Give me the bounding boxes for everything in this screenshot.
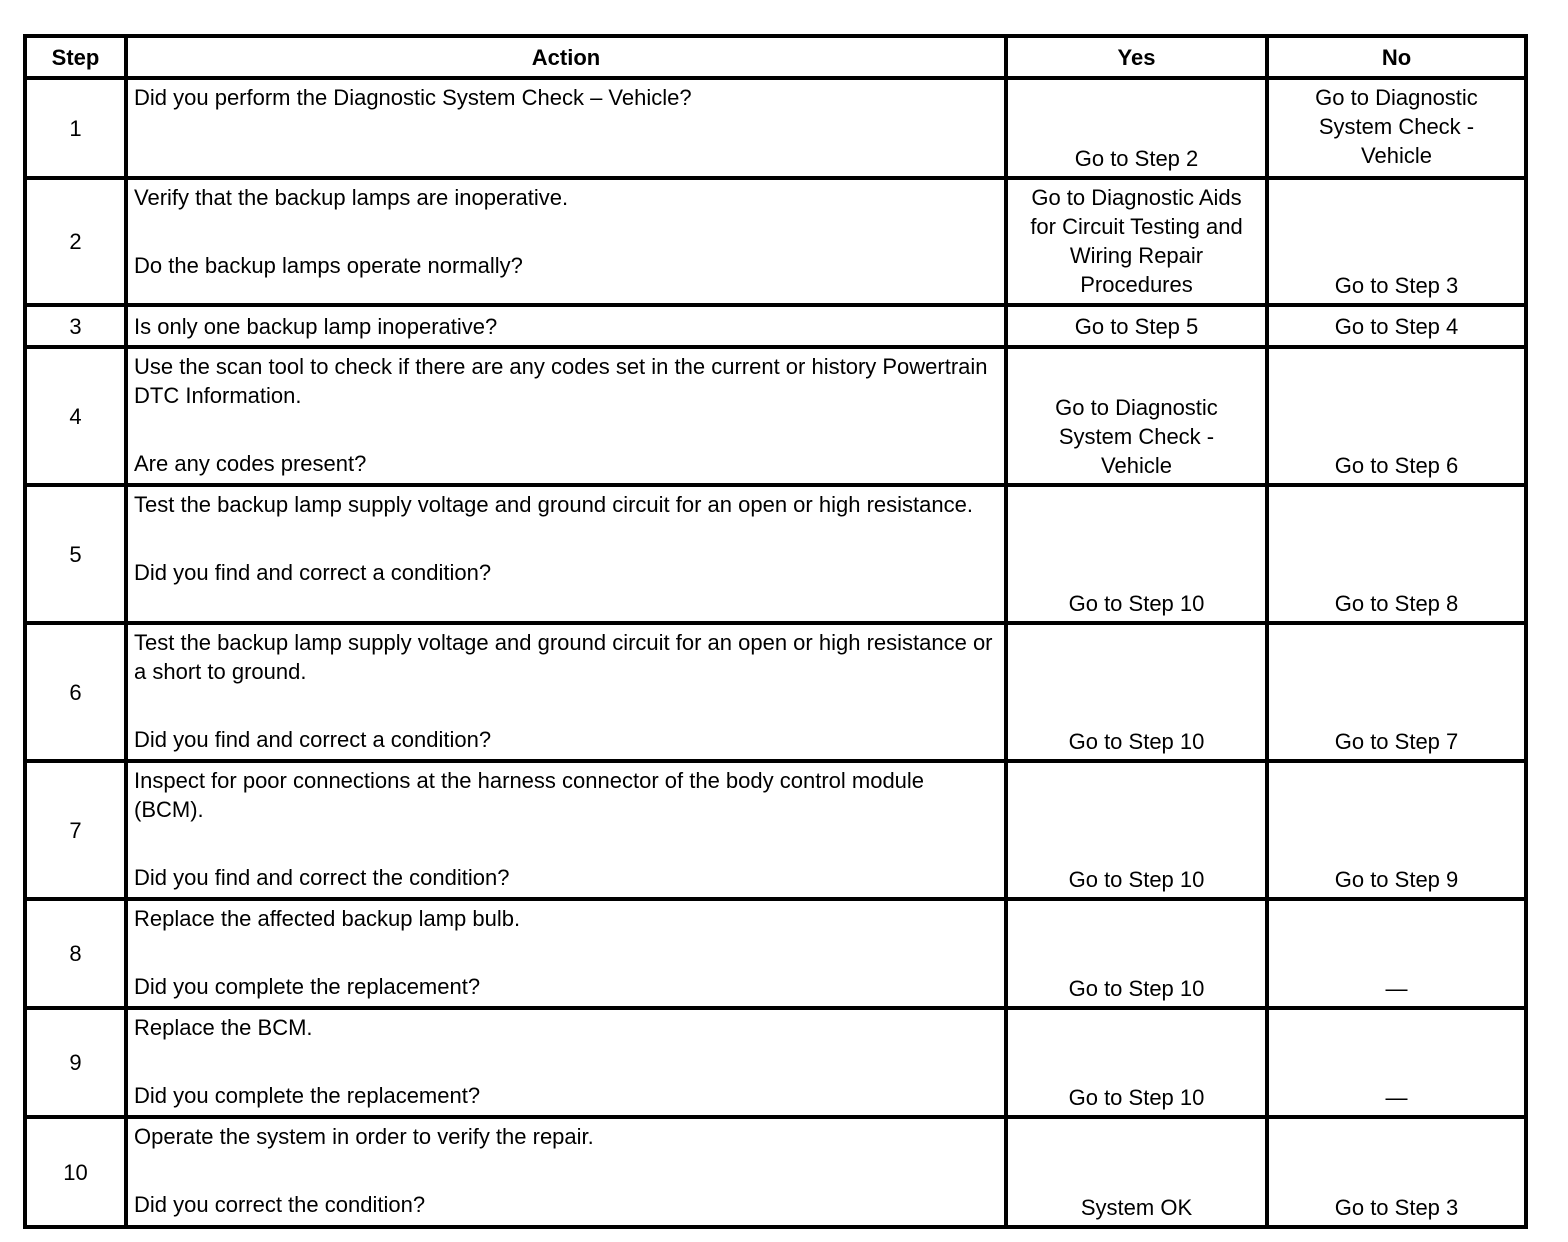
table-row <box>25 1008 1526 1117</box>
table-row <box>25 623 1526 761</box>
table-row <box>25 178 1526 305</box>
step-number: 5 <box>25 485 126 623</box>
no-text: Go to Step 9 <box>1334 867 1459 892</box>
step-number: 1 <box>25 78 126 178</box>
step-number: 7 <box>25 761 126 899</box>
yes-text: Go to Step 10 <box>1068 591 1205 616</box>
yes-cell <box>1006 623 1267 761</box>
step-number: 4 <box>25 347 126 485</box>
action-cell <box>126 178 1006 305</box>
action-text: Replace the BCM. <box>134 1015 313 1040</box>
no-cell <box>1267 305 1526 347</box>
yes-cell <box>1006 485 1267 623</box>
yes-text: Go to Step 10 <box>1068 1085 1205 1110</box>
action-cell <box>126 1008 1006 1117</box>
no-cell <box>1267 1008 1526 1117</box>
step-number: 9 <box>25 1008 126 1117</box>
action-text: Use the scan tool to check if there are any codes set in the current or history Powertrain DTC Information. <box>134 354 988 408</box>
table-row <box>25 78 1526 178</box>
action-cell <box>126 347 1006 485</box>
yes-text: Go to Diagnostic Aids for Circuit Testing and Wiring Repair Procedures <box>1030 185 1243 297</box>
action-text: Verify that the backup lamps are inoperative. <box>134 185 569 210</box>
no-text: Go to Step 4 <box>1334 313 1459 339</box>
table-row <box>25 347 1526 485</box>
no-text: Go to Step 3 <box>1334 1195 1459 1220</box>
yes-cell <box>1006 1008 1267 1117</box>
action-text: Test the backup lamp supply voltage and ground circuit for an open or high resistance or a short to ground. <box>134 630 993 684</box>
yes-cell <box>1006 178 1267 305</box>
no-text: Go to Step 3 <box>1334 273 1459 298</box>
action-text: Did you perform the Diagnostic System Check – Vehicle? <box>134 85 692 110</box>
header-no: No <box>1267 36 1526 78</box>
yes-text: Go to Step 10 <box>1068 867 1205 892</box>
action-cell <box>126 623 1006 761</box>
yes-text: System OK <box>1080 1195 1193 1220</box>
step-number: 6 <box>25 623 126 761</box>
diagnostic-table <box>23 34 1528 1229</box>
table-row <box>25 305 1526 347</box>
step-number: 3 <box>25 305 126 347</box>
action-cell <box>126 78 1006 178</box>
no-cell <box>1267 178 1526 305</box>
action-text: Test the backup lamp supply voltage and ground circuit for an open or high resistance. <box>134 492 973 517</box>
no-cell <box>1267 485 1526 623</box>
action-question: Are any codes present? <box>134 451 367 476</box>
no-cell <box>1267 347 1526 485</box>
header-row <box>25 36 1526 78</box>
action-cell <box>126 1117 1006 1227</box>
no-cell <box>1267 78 1526 178</box>
no-text: Go to Step 8 <box>1334 591 1459 616</box>
action-question: Did you find and correct a condition? <box>134 727 492 752</box>
table-row <box>25 761 1526 899</box>
step-number: 8 <box>25 899 126 1008</box>
no-cell <box>1267 899 1526 1008</box>
step-number: 10 <box>25 1117 126 1227</box>
no-text: — <box>1385 976 1408 1001</box>
header-yes: Yes <box>1006 36 1267 78</box>
action-cell <box>126 899 1006 1008</box>
yes-text: Go to Step 5 <box>1074 313 1199 339</box>
no-text: — <box>1385 1085 1408 1110</box>
action-text: Operate the system in order to verify the repair. <box>134 1124 594 1149</box>
yes-cell <box>1006 1117 1267 1227</box>
yes-text: Go to Step 2 <box>1074 146 1199 171</box>
action-cell <box>126 761 1006 899</box>
action-question: Did you correct the condition? <box>134 1192 426 1217</box>
yes-cell <box>1006 899 1267 1008</box>
table-row <box>25 899 1526 1008</box>
step-number: 2 <box>25 178 126 305</box>
yes-cell <box>1006 347 1267 485</box>
action-cell <box>126 305 1006 347</box>
yes-text: Go to Step 10 <box>1068 729 1205 754</box>
no-text: Go to Step 7 <box>1334 729 1459 754</box>
table-row <box>25 1117 1526 1227</box>
header-step: Step <box>25 36 126 78</box>
action-text: Replace the affected backup lamp bulb. <box>134 906 521 931</box>
action-text: Is only one backup lamp inoperative? <box>134 313 498 339</box>
header-action: Action <box>126 36 1006 78</box>
yes-text: Go to Step 10 <box>1068 976 1205 1001</box>
action-question: Did you complete the replacement? <box>134 1083 481 1108</box>
no-cell <box>1267 1117 1526 1227</box>
action-question: Do the backup lamps operate normally? <box>134 253 523 278</box>
action-question: Did you find and correct a condition? <box>134 560 492 585</box>
action-cell <box>126 485 1006 623</box>
table-row <box>25 485 1526 623</box>
action-question: Did you find and correct the condition? <box>134 865 510 890</box>
no-text: Go to Step 6 <box>1334 453 1459 478</box>
yes-text: Go to Diagnostic System Check - Vehicle <box>1055 395 1218 478</box>
yes-cell <box>1006 761 1267 899</box>
yes-cell <box>1006 78 1267 178</box>
no-cell <box>1267 761 1526 899</box>
no-cell <box>1267 623 1526 761</box>
action-text: Inspect for poor connections at the harness connector of the body control module (BCM). <box>134 768 925 822</box>
no-text: Go to Diagnostic System Check - Vehicle <box>1315 85 1478 168</box>
action-question: Did you complete the replacement? <box>134 974 481 999</box>
yes-cell <box>1006 305 1267 347</box>
